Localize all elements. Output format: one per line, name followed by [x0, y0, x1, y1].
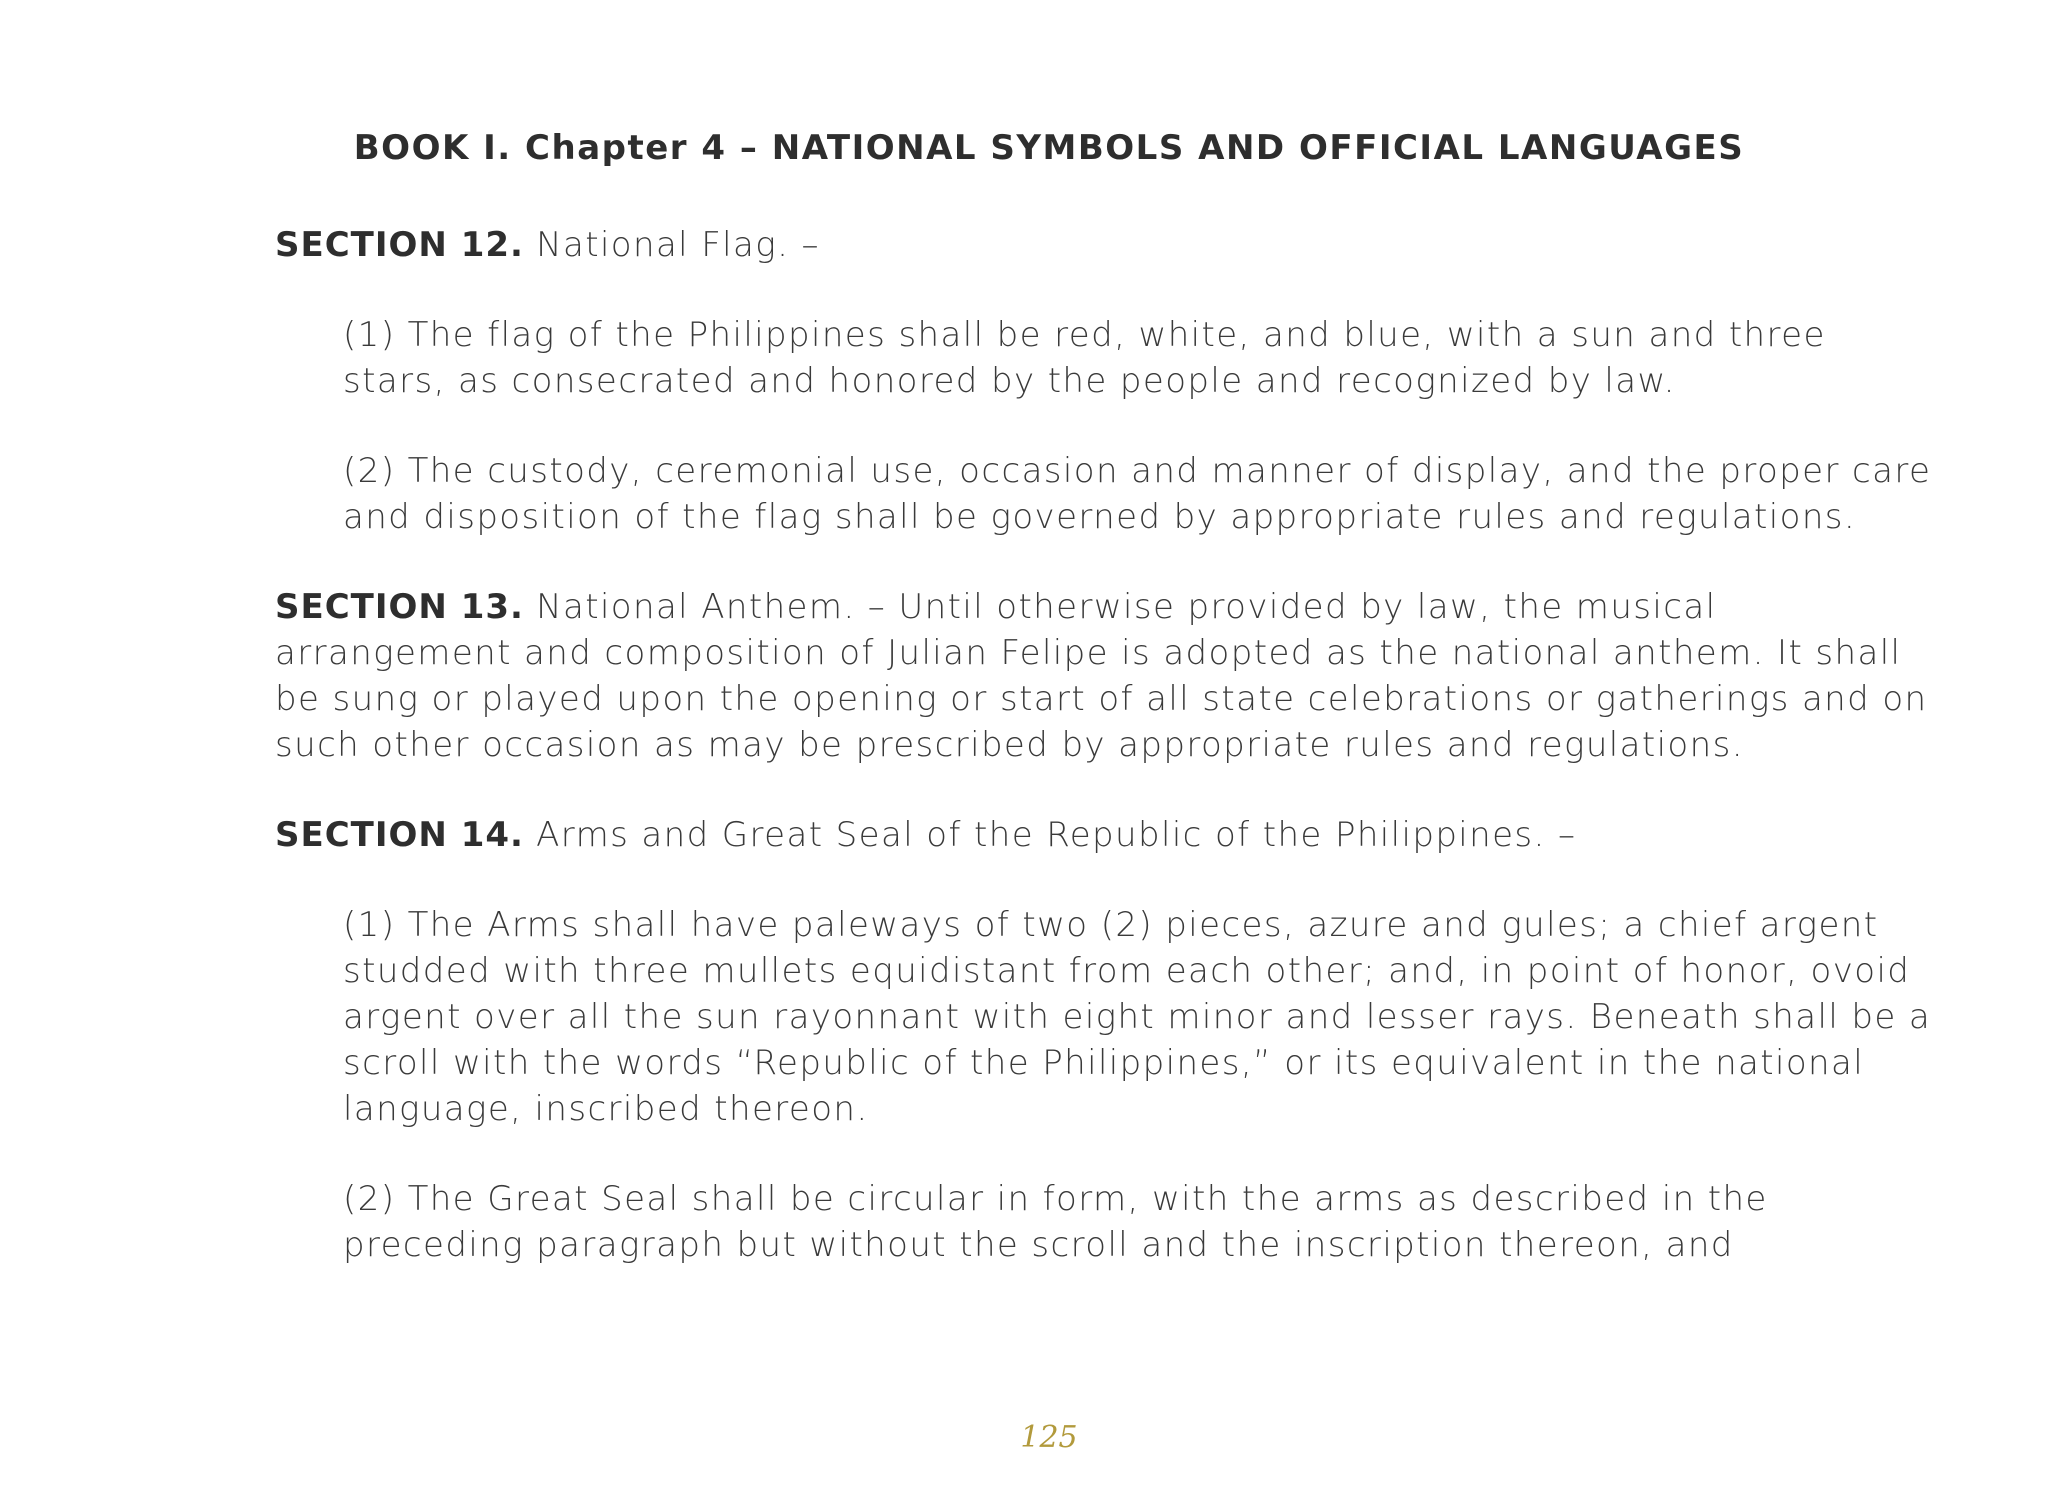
section-13-label: SECTION 13. [275, 587, 524, 627]
section-13-text [275, 584, 1935, 768]
section-14-title: Arms and Great Seal of the Republic of the Philippines. – [523, 815, 1577, 855]
section-14-heading [275, 812, 1935, 858]
body-text [275, 222, 1935, 1312]
page-number: 125 [1020, 1420, 1078, 1455]
section-12 [275, 222, 1935, 540]
section-12-paragraph-2-text: (2) The custody, ceremonial use, occasion and manner of display, and the proper care and disposition of the flag shall be governed by appropriate rules and regulations. [343, 451, 1932, 537]
section-12-heading [275, 222, 1935, 268]
section-12-paragraph-1-text: (1) The flag of the Philippines shall be red, white, and blue, with a sun and three stars, as consecrated and honored by the people and recognized by law. [343, 315, 1826, 401]
section-14-paragraph-1 [343, 902, 1935, 1132]
section-14-paragraph-1-text: (1) The Arms shall have paleways of two (2) pieces, azure and gules; a chief argent studded with three mullets equidistant from each other; and, in point of honor, ovoid argent over all the sun rayonnant with eight minor and lesser rays. Beneath shall be a scroll with the words “Republic of the Philippines,” or its equivalent in the national language, inscribed thereon. [343, 905, 1932, 1129]
section-12-label: SECTION 12. [275, 225, 524, 265]
section-14 [275, 812, 1935, 1268]
section-14-paragraph-2-text: (2) The Great Seal shall be circular in form, with the arms as described in the preceding paragraph but without the scroll and the inscription thereon, and [343, 1179, 1768, 1265]
section-14-paragraph-2 [343, 1176, 1935, 1268]
section-14-label: SECTION 14. [275, 815, 524, 855]
section-13-body: National Anthem. – Until otherwise provided by law, the musical arrangement and composition of Julian Felipe is adopted as the national anthem. It shall be sung or played upon the opening or start of all state celebrations or gatherings and on such other occasion as may be prescribed by appropriate rules and regulations. [275, 587, 1928, 765]
section-12-paragraph-1 [343, 312, 1935, 404]
chapter-title: BOOK I. Chapter 4 – NATIONAL SYMBOLS AND OFFICIAL LANGUAGES [353, 128, 1745, 168]
section-13 [275, 584, 1935, 768]
section-12-title: National Flag. – [523, 225, 820, 265]
section-12-paragraph-2 [343, 448, 1935, 540]
